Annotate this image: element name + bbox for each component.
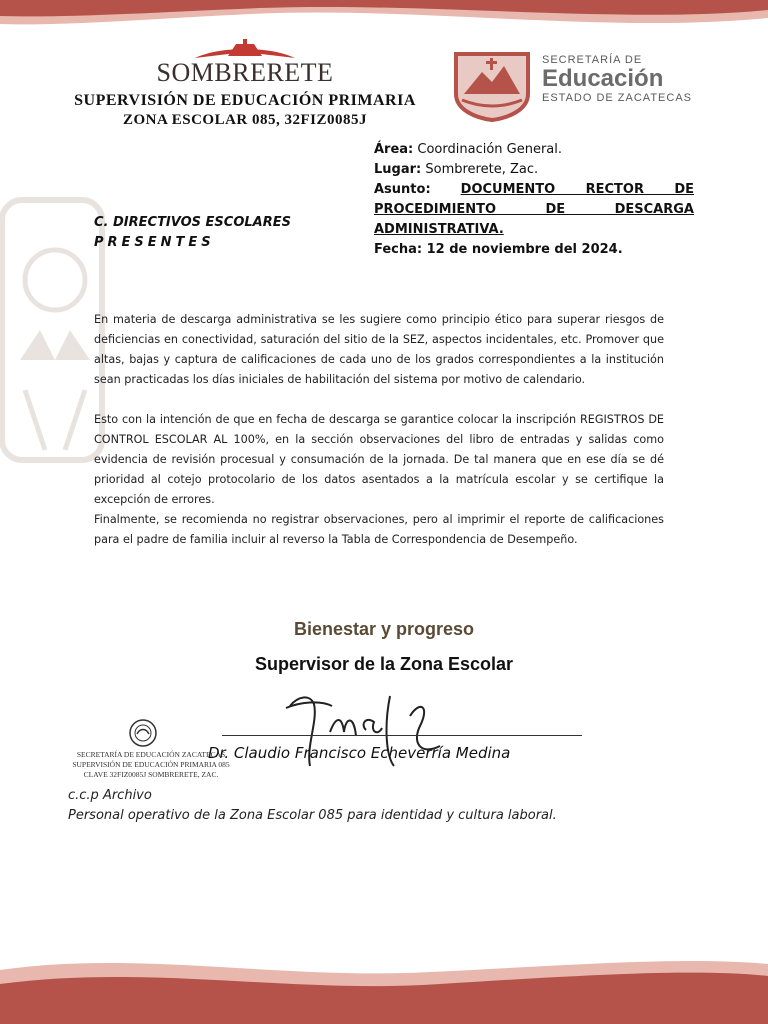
fecha: Fecha: 12 de noviembre del 2024.: [374, 242, 623, 257]
secretaria-wordmark: [542, 54, 692, 104]
lugar-label: Lugar:: [374, 162, 422, 177]
secretaria-small: SECRETARÍA DE: [542, 54, 643, 66]
document-meta: [374, 140, 694, 260]
secretaria-big: Educación: [542, 65, 664, 92]
motto: Bienestar y progreso: [293, 619, 475, 639]
body-paragraph-1: En materia de descarga administrativa se les sugiere como principio ético para superar riesgos de deficiencias en conectividad, saturación del sitio de la SEZ, aspectos incidentales, etc. Promover que altas, bajas y captura de calificaciones de cada uno de los grados correspondientes a la institución sean practicadas los días iniciales de habilitación del sistema por motivo de calendario.: [94, 313, 664, 386]
supervision-header: [70, 38, 420, 129]
signature-line: [222, 735, 582, 736]
recipients-line1: C. DIRECTIVOS ESCOLARES: [94, 215, 291, 230]
stamp-line1: SECRETARÍA DE EDUCACIÓN ZACATECAS: [76, 750, 226, 759]
area-label: Área:: [374, 142, 414, 157]
asunto-line1: DOCUMENTO RECTOR DE: [460, 182, 695, 197]
supervision-title: SUPERVISIÓN DE EDUCACIÓN PRIMARIA: [74, 92, 416, 109]
asunto-line2: PROCEDIMIENTO DE DESCARGA: [374, 202, 694, 217]
body-paragraph-2: Esto con la intención de que en fecha de descarga se garantice colocar la inscripción REGISTROS DE CONTROL ESCOLAR AL 100%, en la sección observaciones del libro de entradas y salidas como evidencia de revisión procesual y consumación de la jornada. De tal manera que en ese día se dé prioridad al cotejo protocolario de los datos asentados a la matrícula escolar y se certifique la excepción de errores.: [94, 413, 664, 506]
secretaria-shield-logo-icon: [452, 50, 532, 122]
signer-name: Dr. Claudio Francisco Echeverría Medina: [208, 744, 511, 762]
seal-emblem-icon: [128, 718, 158, 748]
sombrerete-brand: SOMBRERETE: [156, 58, 334, 87]
stamp-line2: SUPERVISIÓN DE EDUCACIÓN PRIMARIA 085: [72, 760, 230, 769]
bottom-decorative-band: [0, 950, 768, 1024]
supervisor-role: Supervisor de la Zona Escolar: [254, 654, 514, 674]
area-value: Coordinación General.: [413, 142, 563, 157]
asunto-row: [374, 180, 694, 200]
zona-escolar-line: ZONA ESCOLAR 085, 32FIZ0085J: [122, 112, 368, 128]
stamp-line3: CLAVE 32FIZ0085J SOMBRERETE, ZAC.: [83, 770, 219, 779]
area-row: [374, 140, 694, 160]
sombrero-logo-icon: [190, 38, 300, 60]
lugar-value: Sombrerete, Zac.: [421, 162, 539, 177]
cc-personal: Personal operativo de la Zona Escolar 085 para identidad y cultura laboral.: [68, 808, 557, 823]
lugar-row: [374, 160, 694, 180]
cc-archivo: c.c.p Archivo: [68, 788, 152, 803]
body-paragraph-3: Finalmente, se recomienda no registrar observaciones, pero al imprimir el reporte de calificaciones para el padre de familia incluir al reverso la Tabla de Correspondencia de Desempeño.: [94, 513, 664, 546]
asunto-label: Asunto:: [374, 182, 431, 197]
asunto-line3: ADMINISTRATIVA.: [374, 222, 504, 237]
secretaria-state: ESTADO DE ZACATECAS: [542, 92, 693, 104]
top-decorative-band: [0, 0, 768, 40]
recipients-line2: PRESENTES: [94, 235, 215, 250]
recipients: [94, 213, 291, 253]
